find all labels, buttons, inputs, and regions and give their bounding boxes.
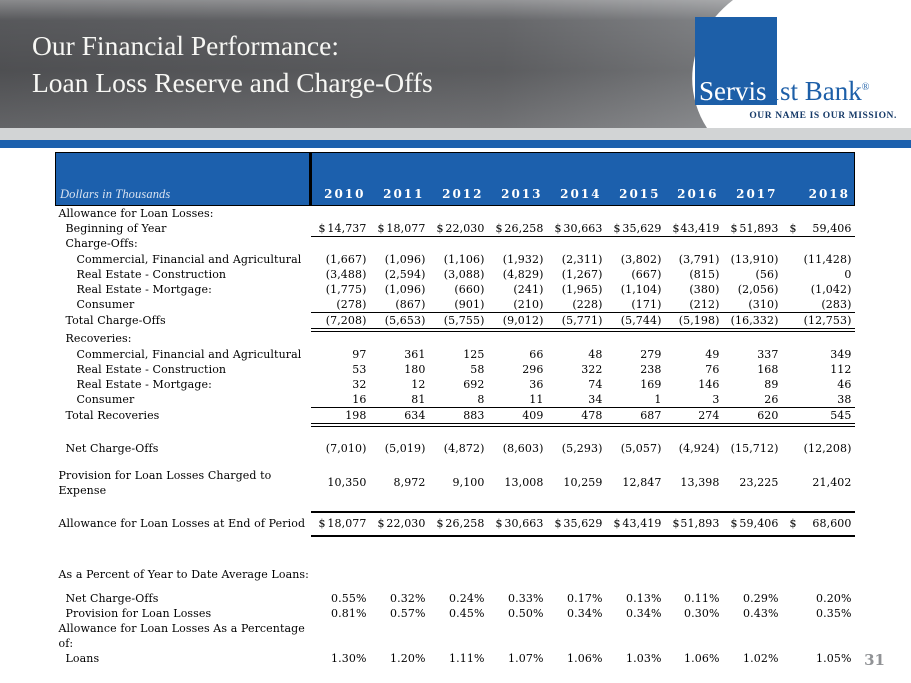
value-cell bbox=[782, 206, 855, 222]
dollar-sign: $ bbox=[436, 517, 444, 530]
year-header: 2012 bbox=[429, 153, 488, 206]
value-cell: 0.57% bbox=[390, 606, 426, 620]
table-row bbox=[56, 512, 855, 536]
value-cell: (13,910) bbox=[730, 252, 779, 266]
value-cell: (5,771) bbox=[547, 313, 606, 331]
value-cell: 1.06% bbox=[567, 651, 603, 665]
row-label: Allowance for Loan Losses As a Percentage of: bbox=[58, 622, 305, 650]
value-cell bbox=[723, 567, 782, 582]
table-row bbox=[56, 267, 855, 282]
value-cell bbox=[311, 621, 370, 651]
value-cell: 32 bbox=[352, 377, 367, 391]
value-cell: 23,225 bbox=[739, 476, 779, 489]
value-cell bbox=[723, 237, 782, 253]
spacer-row bbox=[56, 425, 855, 441]
value-cell: (9,012) bbox=[488, 313, 547, 331]
value-cell: 180 bbox=[404, 362, 426, 376]
value-cell: 146 bbox=[698, 377, 720, 391]
year-header: 2015 bbox=[606, 153, 665, 206]
value-cell: $ 43,419 bbox=[665, 221, 723, 237]
value-cell bbox=[429, 330, 488, 347]
value-cell: 349 bbox=[830, 347, 852, 361]
value-cell: 692 bbox=[463, 377, 485, 391]
row-label: Net Charge-Offs bbox=[65, 591, 159, 605]
dollar-sign: $ bbox=[672, 517, 680, 530]
year-header: 2017 bbox=[723, 153, 782, 206]
value-cell: 545 bbox=[782, 408, 855, 426]
value-cell: 0.29% bbox=[743, 591, 779, 605]
row-label: Charge-Offs: bbox=[65, 237, 138, 251]
value-cell bbox=[723, 330, 782, 347]
value-cell: 89 bbox=[764, 377, 779, 391]
value-cell: 0.35% bbox=[816, 606, 852, 620]
value-cell: 0.50% bbox=[508, 606, 544, 620]
value-cell: $ 59,406 bbox=[723, 512, 782, 536]
bank-tagline: OUR NAME IS OUR MISSION. bbox=[749, 111, 897, 121]
value-cell: 10,259 bbox=[563, 476, 603, 489]
value-cell: 0.17% bbox=[567, 591, 603, 605]
value-cell bbox=[782, 237, 855, 253]
value-cell: 322 bbox=[581, 362, 603, 376]
page-title bbox=[32, 27, 433, 101]
value-cell: 66 bbox=[529, 347, 544, 361]
value-cell: (212) bbox=[665, 297, 723, 313]
value-cell: (283) bbox=[782, 297, 855, 313]
table-header-row bbox=[56, 153, 855, 206]
value-cell: $ 35,629 bbox=[547, 512, 606, 536]
row-label: Recoveries: bbox=[65, 331, 132, 345]
value-cell: (1,042) bbox=[810, 282, 852, 296]
value-cell: $ 26,258 bbox=[488, 221, 547, 237]
value-cell: (3,488) bbox=[325, 267, 367, 281]
value-cell: (3,802) bbox=[620, 252, 662, 266]
row-label: Allowance for Loan Losses at End of Period bbox=[58, 517, 306, 530]
value-cell: (11,428) bbox=[803, 252, 852, 266]
value-cell bbox=[782, 330, 855, 347]
value-cell: 49 bbox=[705, 347, 720, 361]
value-cell: (12,753) bbox=[782, 313, 855, 331]
value-cell: 238 bbox=[640, 362, 662, 376]
value-cell bbox=[665, 206, 723, 222]
value-cell: (3,791) bbox=[678, 252, 720, 266]
value-cell: (815) bbox=[689, 267, 720, 281]
value-cell: 125 bbox=[463, 347, 485, 361]
value-cell: (171) bbox=[606, 297, 665, 313]
value-cell: 0.32% bbox=[390, 591, 426, 605]
value-cell: (660) bbox=[454, 282, 485, 296]
value-cell: (210) bbox=[488, 297, 547, 313]
value-cell: 198 bbox=[311, 408, 370, 426]
value-cell bbox=[547, 567, 606, 582]
dollar-sign: $ bbox=[495, 517, 503, 530]
year-header: 2013 bbox=[488, 153, 547, 206]
value-cell: (1,096) bbox=[384, 252, 426, 266]
value-cell bbox=[606, 330, 665, 347]
table-row bbox=[56, 377, 855, 392]
value-cell bbox=[370, 237, 429, 253]
value-cell bbox=[606, 567, 665, 582]
title-line-1: Our Financial Performance: bbox=[32, 30, 339, 61]
dollar-sign: $ bbox=[730, 517, 738, 530]
value-cell: 687 bbox=[606, 408, 665, 426]
dollar-sign: $ bbox=[613, 517, 621, 530]
value-cell: 1.07% bbox=[508, 651, 544, 665]
value-cell: 48 bbox=[588, 347, 603, 361]
row-label: Total Recoveries bbox=[65, 409, 160, 423]
value-cell: 76 bbox=[705, 362, 720, 376]
value-cell: (1,104) bbox=[620, 282, 662, 296]
corner-label: Dollars in Thousands bbox=[56, 153, 311, 206]
value-cell bbox=[723, 206, 782, 222]
table-row bbox=[56, 330, 855, 347]
dollar-sign: $ bbox=[672, 221, 680, 235]
value-cell bbox=[606, 237, 665, 253]
value-cell bbox=[311, 237, 370, 253]
dollar-sign: $ bbox=[318, 221, 326, 235]
value-cell: (8,603) bbox=[502, 441, 544, 455]
value-cell: $ 68,600 bbox=[782, 512, 855, 536]
table-row bbox=[56, 468, 855, 498]
value-cell: 97 bbox=[352, 347, 367, 361]
value-cell: 0.45% bbox=[449, 606, 485, 620]
slide-header bbox=[0, 0, 911, 128]
value-cell bbox=[429, 206, 488, 222]
value-cell: 168 bbox=[757, 362, 779, 376]
value-cell: 13,398 bbox=[680, 476, 720, 489]
value-cell: $ 51,893 bbox=[665, 512, 723, 536]
value-cell: 26 bbox=[723, 392, 782, 408]
table-row bbox=[56, 441, 855, 456]
value-cell bbox=[370, 621, 429, 651]
spacer-row bbox=[56, 456, 855, 468]
dollar-sign: $ bbox=[730, 221, 738, 235]
value-cell bbox=[723, 621, 782, 651]
value-cell: 81 bbox=[370, 392, 429, 408]
row-label: Provision for Loan Losses bbox=[65, 606, 212, 620]
table-row bbox=[56, 621, 855, 651]
value-cell: 634 bbox=[370, 408, 429, 426]
value-cell: 53 bbox=[352, 362, 367, 376]
value-cell: (901) bbox=[429, 297, 488, 313]
table-row bbox=[56, 392, 855, 408]
value-cell: (1,667) bbox=[325, 252, 367, 266]
value-cell bbox=[370, 206, 429, 222]
value-cell: 0.20% bbox=[816, 591, 852, 605]
value-cell bbox=[429, 621, 488, 651]
value-cell: $ 30,663 bbox=[547, 221, 606, 237]
value-cell: 0.55% bbox=[331, 591, 367, 605]
row-label: Loans bbox=[65, 651, 100, 665]
value-cell: (7,010) bbox=[325, 441, 367, 455]
value-cell bbox=[370, 330, 429, 347]
value-cell: $ 18,077 bbox=[370, 221, 429, 237]
value-cell: $ 35,629 bbox=[606, 221, 665, 237]
value-cell bbox=[665, 330, 723, 347]
value-cell bbox=[547, 621, 606, 651]
value-cell: (5,019) bbox=[384, 441, 426, 455]
table-row bbox=[56, 362, 855, 377]
value-cell: (310) bbox=[723, 297, 782, 313]
value-cell: 74 bbox=[588, 377, 603, 391]
value-cell bbox=[488, 237, 547, 253]
table-row bbox=[56, 237, 855, 253]
table-row bbox=[56, 606, 855, 621]
year-header: 2010 bbox=[311, 153, 370, 206]
value-cell: (4,924) bbox=[678, 441, 720, 455]
financial-table-container bbox=[55, 152, 855, 666]
value-cell: 0.30% bbox=[684, 606, 720, 620]
value-cell: 112 bbox=[830, 362, 852, 376]
value-cell: (5,744) bbox=[606, 313, 665, 331]
value-cell: (56) bbox=[755, 267, 779, 281]
year-header: 2016 bbox=[665, 153, 723, 206]
value-cell: 0.13% bbox=[626, 591, 662, 605]
value-cell bbox=[547, 206, 606, 222]
table-row bbox=[56, 221, 855, 237]
value-cell: (1,775) bbox=[325, 282, 367, 296]
row-label: Commercial, Financial and Agricultural bbox=[76, 252, 302, 266]
divider-accent-bar bbox=[0, 140, 911, 148]
row-label: Real Estate - Mortgage: bbox=[76, 377, 212, 391]
value-cell: (1,267) bbox=[561, 267, 603, 281]
value-cell: (2,311) bbox=[561, 252, 603, 266]
dollar-sign: $ bbox=[495, 221, 503, 235]
value-cell bbox=[665, 621, 723, 651]
table-row bbox=[56, 206, 855, 222]
year-header: 2018 bbox=[782, 153, 855, 206]
value-cell: 8 bbox=[429, 392, 488, 408]
value-cell: (867) bbox=[370, 297, 429, 313]
value-cell: $ 43,419 bbox=[606, 512, 665, 536]
value-cell: (12,208) bbox=[803, 441, 852, 455]
value-cell: 361 bbox=[404, 347, 426, 361]
value-cell: 0.81% bbox=[331, 606, 367, 620]
value-cell bbox=[606, 621, 665, 651]
row-label: Total Charge-Offs bbox=[65, 314, 166, 328]
value-cell bbox=[782, 567, 855, 582]
value-cell: 883 bbox=[429, 408, 488, 426]
value-cell: (7,208) bbox=[311, 313, 370, 331]
value-cell bbox=[311, 330, 370, 347]
value-cell: 34 bbox=[547, 392, 606, 408]
row-label: Commercial, Financial and Agricultural bbox=[76, 347, 302, 361]
value-cell: 0.34% bbox=[567, 606, 603, 620]
row-label: Real Estate - Mortgage: bbox=[76, 282, 212, 296]
row-label: Beginning of Year bbox=[65, 221, 167, 235]
logo-servis-text: Servis bbox=[699, 76, 767, 106]
value-cell: 1.20% bbox=[390, 651, 426, 665]
value-cell: (5,057) bbox=[620, 441, 662, 455]
value-cell: 296 bbox=[522, 362, 544, 376]
value-cell: (5,293) bbox=[561, 441, 603, 455]
value-cell: $ 59,406 bbox=[782, 221, 855, 237]
dollar-sign: $ bbox=[554, 517, 562, 530]
value-cell: $ 14,737 bbox=[311, 221, 370, 237]
spacer-row bbox=[56, 498, 855, 512]
spacer-row bbox=[56, 582, 855, 591]
value-cell: 337 bbox=[757, 347, 779, 361]
value-cell: (5,653) bbox=[370, 313, 429, 331]
dollar-sign: $ bbox=[318, 517, 326, 530]
row-label: Consumer bbox=[76, 392, 135, 406]
value-cell: (4,872) bbox=[443, 441, 485, 455]
dollar-sign: $ bbox=[377, 517, 385, 530]
value-cell: (16,332) bbox=[723, 313, 782, 331]
value-cell: 1.11% bbox=[449, 651, 485, 665]
page-number: 31 bbox=[864, 651, 885, 669]
dollar-sign: $ bbox=[377, 221, 385, 235]
value-cell: $ 18,077 bbox=[311, 512, 370, 536]
logo-bank-text: 1st Bank bbox=[766, 76, 862, 106]
value-cell: 0.11% bbox=[684, 591, 720, 605]
value-cell: (380) bbox=[689, 282, 720, 296]
value-cell: 1.02% bbox=[743, 651, 779, 665]
value-cell: $ 30,663 bbox=[488, 512, 547, 536]
value-cell bbox=[429, 237, 488, 253]
value-cell: 38 bbox=[782, 392, 855, 408]
dollar-sign: $ bbox=[789, 221, 797, 235]
value-cell: (667) bbox=[631, 267, 662, 281]
value-cell bbox=[547, 237, 606, 253]
value-cell: (1,965) bbox=[561, 282, 603, 296]
value-cell: 46 bbox=[837, 377, 852, 391]
value-cell: (3,088) bbox=[443, 267, 485, 281]
dollar-sign: $ bbox=[613, 221, 621, 235]
value-cell: 279 bbox=[640, 347, 662, 361]
value-cell: 169 bbox=[640, 377, 662, 391]
year-header: 2011 bbox=[370, 153, 429, 206]
row-label: Real Estate - Construction bbox=[76, 267, 227, 281]
table-row bbox=[56, 252, 855, 267]
value-cell: 1.05% bbox=[816, 651, 852, 665]
value-cell: (228) bbox=[547, 297, 606, 313]
table-row bbox=[56, 347, 855, 362]
value-cell: 12,847 bbox=[622, 476, 662, 489]
bank-logo-wordmark bbox=[699, 73, 869, 106]
value-cell: 10,350 bbox=[327, 476, 367, 489]
row-label: Provision for Loan Losses Charged to Expense bbox=[58, 469, 272, 497]
table-row bbox=[56, 313, 855, 331]
value-cell bbox=[488, 206, 547, 222]
value-cell: 409 bbox=[488, 408, 547, 426]
row-label: Consumer bbox=[76, 297, 135, 311]
value-cell: 1.30% bbox=[331, 651, 367, 665]
year-header: 2014 bbox=[547, 153, 606, 206]
value-cell bbox=[311, 567, 370, 582]
value-cell: 1.03% bbox=[626, 651, 662, 665]
dollar-sign: $ bbox=[554, 221, 562, 235]
divider-gray-strip bbox=[0, 128, 911, 140]
value-cell bbox=[606, 206, 665, 222]
value-cell: 21,402 bbox=[812, 476, 852, 489]
value-cell: 8,972 bbox=[393, 476, 426, 489]
value-cell bbox=[488, 621, 547, 651]
title-line-2: Loan Loss Reserve and Charge-Offs bbox=[32, 67, 433, 98]
value-cell: (1,932) bbox=[502, 252, 544, 266]
value-cell: (5,755) bbox=[429, 313, 488, 331]
table-row bbox=[56, 651, 855, 666]
value-cell: (241) bbox=[513, 282, 544, 296]
loan-loss-table bbox=[55, 152, 855, 666]
table-row bbox=[56, 591, 855, 606]
value-cell: $ 22,030 bbox=[429, 221, 488, 237]
value-cell: 0.34% bbox=[626, 606, 662, 620]
row-label: Real Estate - Construction bbox=[76, 362, 227, 376]
value-cell bbox=[665, 567, 723, 582]
value-cell: (5,198) bbox=[665, 313, 723, 331]
row-label: Net Charge-Offs bbox=[65, 441, 159, 455]
value-cell: (15,712) bbox=[730, 441, 779, 455]
dollar-sign: $ bbox=[436, 221, 444, 235]
value-cell bbox=[782, 621, 855, 651]
value-cell: (2,056) bbox=[737, 282, 779, 296]
value-cell: 0.24% bbox=[449, 591, 485, 605]
value-cell: 620 bbox=[723, 408, 782, 426]
spacer-row bbox=[56, 536, 855, 567]
value-cell: 1 bbox=[606, 392, 665, 408]
dollar-sign: $ bbox=[789, 517, 797, 530]
table-row bbox=[56, 408, 855, 426]
value-cell: 9,100 bbox=[452, 476, 485, 489]
value-cell bbox=[665, 237, 723, 253]
value-cell: 0.43% bbox=[743, 606, 779, 620]
value-cell bbox=[429, 567, 488, 582]
value-cell: $ 26,258 bbox=[429, 512, 488, 536]
value-cell: 11 bbox=[488, 392, 547, 408]
value-cell: 12 bbox=[411, 377, 426, 391]
value-cell: 16 bbox=[311, 392, 370, 408]
value-cell: 478 bbox=[547, 408, 606, 426]
value-cell: (1,096) bbox=[384, 282, 426, 296]
value-cell bbox=[311, 206, 370, 222]
value-cell: $ 22,030 bbox=[370, 512, 429, 536]
value-cell: $ 51,893 bbox=[723, 221, 782, 237]
value-cell: (1,106) bbox=[443, 252, 485, 266]
table-row bbox=[56, 297, 855, 313]
value-cell: 274 bbox=[665, 408, 723, 426]
value-cell: 0 bbox=[844, 267, 852, 281]
value-cell: (278) bbox=[311, 297, 370, 313]
value-cell: 3 bbox=[665, 392, 723, 408]
value-cell bbox=[488, 567, 547, 582]
value-cell: 36 bbox=[529, 377, 544, 391]
row-label: Allowance for Loan Losses: bbox=[58, 206, 214, 220]
value-cell: 58 bbox=[470, 362, 485, 376]
table-row bbox=[56, 282, 855, 297]
value-cell: 0.33% bbox=[508, 591, 544, 605]
value-cell: 1.06% bbox=[684, 651, 720, 665]
value-cell: (2,594) bbox=[384, 267, 426, 281]
value-cell: (4,829) bbox=[502, 267, 544, 281]
value-cell: 13,008 bbox=[504, 476, 544, 489]
value-cell bbox=[370, 567, 429, 582]
registered-trademark-symbol: ® bbox=[861, 82, 870, 93]
table-row bbox=[56, 567, 855, 582]
value-cell bbox=[488, 330, 547, 347]
value-cell bbox=[547, 330, 606, 347]
row-label: As a Percent of Year to Date Average Loans: bbox=[58, 567, 309, 581]
